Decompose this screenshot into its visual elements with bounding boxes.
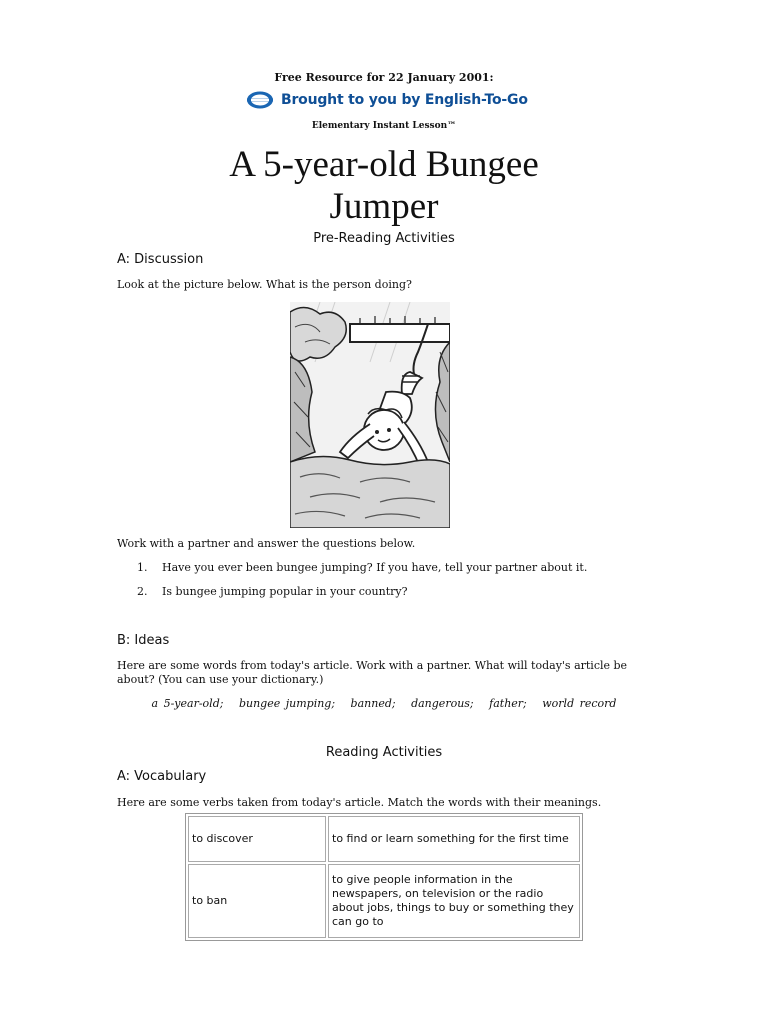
idea-word: a 5-year-old; — [151, 697, 224, 710]
idea-word: bungee jumping; — [238, 697, 336, 710]
discussion-heading: A: Discussion — [117, 252, 204, 267]
discussion-prompt: Look at the picture below. What is the person doing? — [117, 278, 412, 291]
brand-banner — [245, 89, 528, 111]
ideas-heading: B: Ideas — [117, 633, 170, 648]
list-item — [137, 561, 657, 585]
idea-word: dangerous; — [411, 697, 474, 710]
reading-heading: Reading Activities — [325, 745, 443, 760]
title-line-1: A 5-year-old Bungee — [229, 144, 539, 185]
title-line-2: Jumper — [329, 186, 439, 227]
bungee-jumper-illustration — [290, 302, 450, 528]
free-resource-line: Free Resource for 22 January 2001: — [274, 71, 494, 84]
vocabulary-instruction: Here are some verbs taken from today's article. Match the words with their meanings. — [117, 796, 602, 809]
vocab-word: to discover — [188, 816, 326, 862]
ideas-word-list — [0, 697, 768, 710]
table-row — [188, 864, 580, 938]
lesson-type: Elementary Instant Lesson™ — [311, 121, 457, 131]
vocabulary-heading: A: Vocabulary — [117, 769, 207, 784]
vocab-word: to ban — [188, 864, 326, 938]
vocab-meaning: to give people information in the newspapers, on television or the radio about jobs, things to buy or something they can go to — [328, 864, 580, 938]
vocab-meaning: to find or learn something for the first time — [328, 816, 580, 862]
list-item-text: Is bungee jumping popular in your country? — [162, 585, 408, 598]
brand-text: Brought to you by English-To-Go — [281, 92, 528, 108]
english-to-go-logo-icon — [245, 90, 275, 110]
ideas-text: Here are some words from today's article. Work with a partner. What will today's article be about? (You can use your dictionary.) — [117, 659, 628, 686]
list-item-text: Have you ever been bungee jumping? If you have, tell your partner about it. — [162, 561, 588, 574]
idea-word: world record — [542, 697, 617, 710]
vocabulary-table — [185, 813, 583, 941]
discussion-questions — [137, 561, 657, 609]
list-item — [137, 585, 657, 609]
pre-reading-heading: Pre-Reading Activities — [313, 231, 455, 246]
idea-word: banned; — [350, 697, 396, 710]
idea-word: father; — [489, 697, 527, 710]
page-title — [0, 144, 768, 228]
table-row — [188, 816, 580, 862]
discussion-instruction: Work with a partner and answer the questions below. — [117, 537, 416, 550]
list-item-number: 2. — [137, 585, 148, 598]
list-item-number: 1. — [137, 561, 148, 574]
